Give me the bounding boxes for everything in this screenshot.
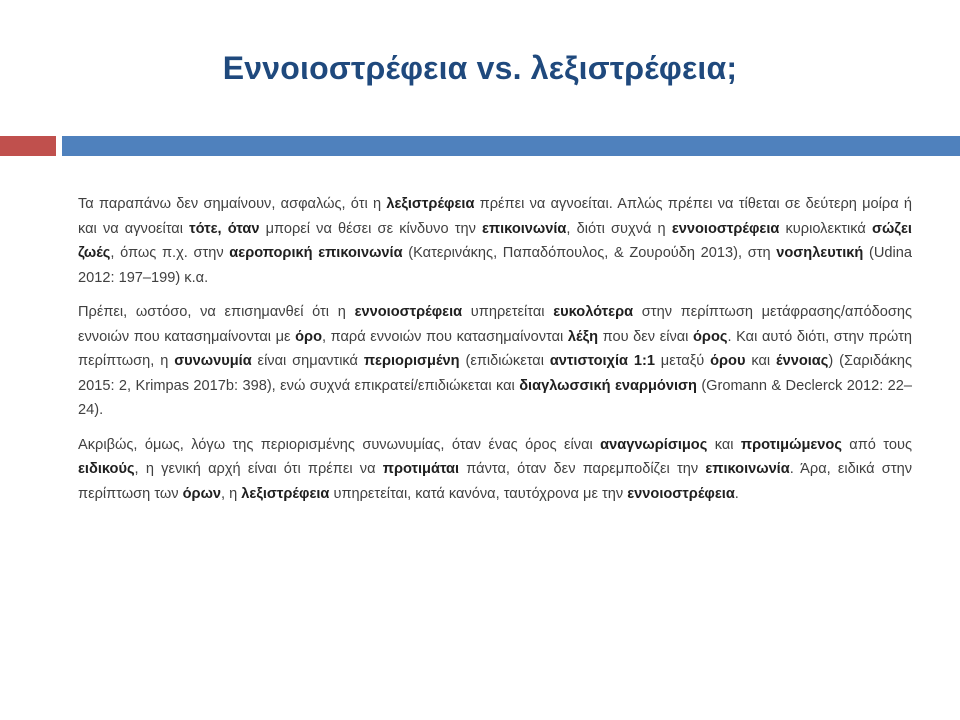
bold-term: λέξη: [567, 328, 599, 345]
bold-term: λεξιστρέφεια: [386, 196, 475, 212]
text-run: . Άρα, ειδικά στην περίπτωση των: [78, 461, 912, 502]
text-run: στην περίπτωση μετάφρασης/απόδοσης εννοιών που κατασημαίνονται με: [78, 304, 912, 345]
bold-term: αναγνωρίσιμος: [600, 436, 708, 453]
paragraph-2: [78, 300, 912, 423]
bold-term: συνωνυμία: [174, 353, 252, 369]
text-run: που δεν είναι: [598, 328, 694, 345]
text-run: .: [734, 485, 739, 502]
text-run: υπηρετείται: [462, 304, 554, 320]
text-run: Τα παραπάνω δεν σημαίνουν, ασφαλώς, ότι η: [78, 196, 387, 212]
bold-term: εννοιοστρέφεια: [671, 220, 780, 237]
text-run: . Και αυτό διότι, στην πρώτη περίπτωση, η: [78, 328, 913, 369]
bold-term: επικοινωνία: [482, 220, 567, 237]
bold-term: επικοινωνία: [705, 461, 790, 477]
bold-term: όρων: [182, 485, 222, 502]
text-run: μπορεί να θέσει σε κίνδυνο την: [259, 220, 483, 237]
text-run: είναι σημαντικά: [251, 353, 364, 369]
bold-term: όρου: [710, 353, 746, 369]
bold-term: εννοιοστρέφεια: [354, 304, 463, 320]
text-run: και: [707, 436, 741, 453]
bold-term: έννοιας: [776, 353, 829, 369]
text-run: (Gromann & Declerck 2012: 22–24).: [78, 377, 913, 418]
bold-term: ειδικούς: [78, 461, 135, 477]
text-run: (επιδιώκεται: [459, 353, 550, 369]
text-run: , παρά εννοιών που κατασημαίνονται: [321, 328, 568, 345]
slide-title: Εννοιοστρέφεια vs. λεξιστρέφεια;: [222, 50, 738, 86]
text-run: ) (Σαριδάκης 2015: 2, Krimpas 2017b: 398), ενώ συχνά επικρατεί/επιδιώκεται και: [78, 353, 912, 394]
text-run: , όπως π.χ. στην: [110, 245, 230, 261]
bold-term: τότε, όταν: [189, 220, 260, 237]
text-run: (Κατερινάκης, Παπαδόπουλος, & Ζουρούδη 2013), στη: [402, 245, 777, 261]
text-run: πάντα, όταν δεν παρεμποδίζει την: [459, 461, 706, 477]
body-text: [78, 192, 912, 516]
bold-term: ευκολότερα: [553, 304, 634, 320]
bold-term: νοσηλευτική: [776, 245, 864, 261]
paragraph-3: [78, 433, 912, 507]
accent-bar-right: [62, 136, 960, 156]
text-run: πρέπει να αγνοείται. Απλώς πρέπει να τίθεται σε δεύτερη μοίρα ή και να αγνοείται: [78, 196, 912, 237]
bold-term: όρος: [693, 328, 728, 345]
bold-term: περιορισμένη: [363, 353, 460, 369]
text-run: και: [745, 353, 777, 369]
text-run: , η γενική αρχή είναι ότι πρέπει να: [134, 461, 383, 477]
bold-term: αντιστοιχία 1:1: [549, 353, 655, 369]
text-run: Πρέπει, ωστόσο, να επισημανθεί ότι η: [78, 304, 355, 320]
text-run: Ακριβώς, όμως, λόγω της περιορισμένης συνωνυμίας, όταν ένας όρος είναι: [78, 436, 601, 453]
bold-term: αεροπορική επικοινωνία: [229, 245, 403, 261]
bold-term: εννοιοστρέφεια: [627, 485, 735, 502]
text-run: από τους: [841, 436, 912, 453]
text-run: κυριολεκτικά: [779, 220, 872, 237]
bold-term: όρο: [295, 328, 322, 345]
paragraph-1: [78, 192, 912, 290]
text-run: υπηρετείται, κατά κανόνα, ταυτόχρονα με την: [329, 485, 628, 502]
text-run: , η: [221, 485, 242, 502]
bold-term: προτιμάται: [382, 461, 460, 477]
bold-term: λεξιστρέφεια: [241, 485, 330, 502]
text-run: , διότι συχνά η: [566, 220, 672, 237]
bold-term: διαγλωσσική εναρμόνιση: [519, 377, 697, 394]
text-run: (Udina 2012: 197–199) κ.α.: [78, 245, 913, 286]
bold-term: προτιμώμενος: [740, 436, 842, 453]
bold-term: σώζει ζωές: [78, 220, 912, 261]
text-run: μεταξύ: [654, 353, 711, 369]
accent-bar-left: [0, 136, 56, 156]
